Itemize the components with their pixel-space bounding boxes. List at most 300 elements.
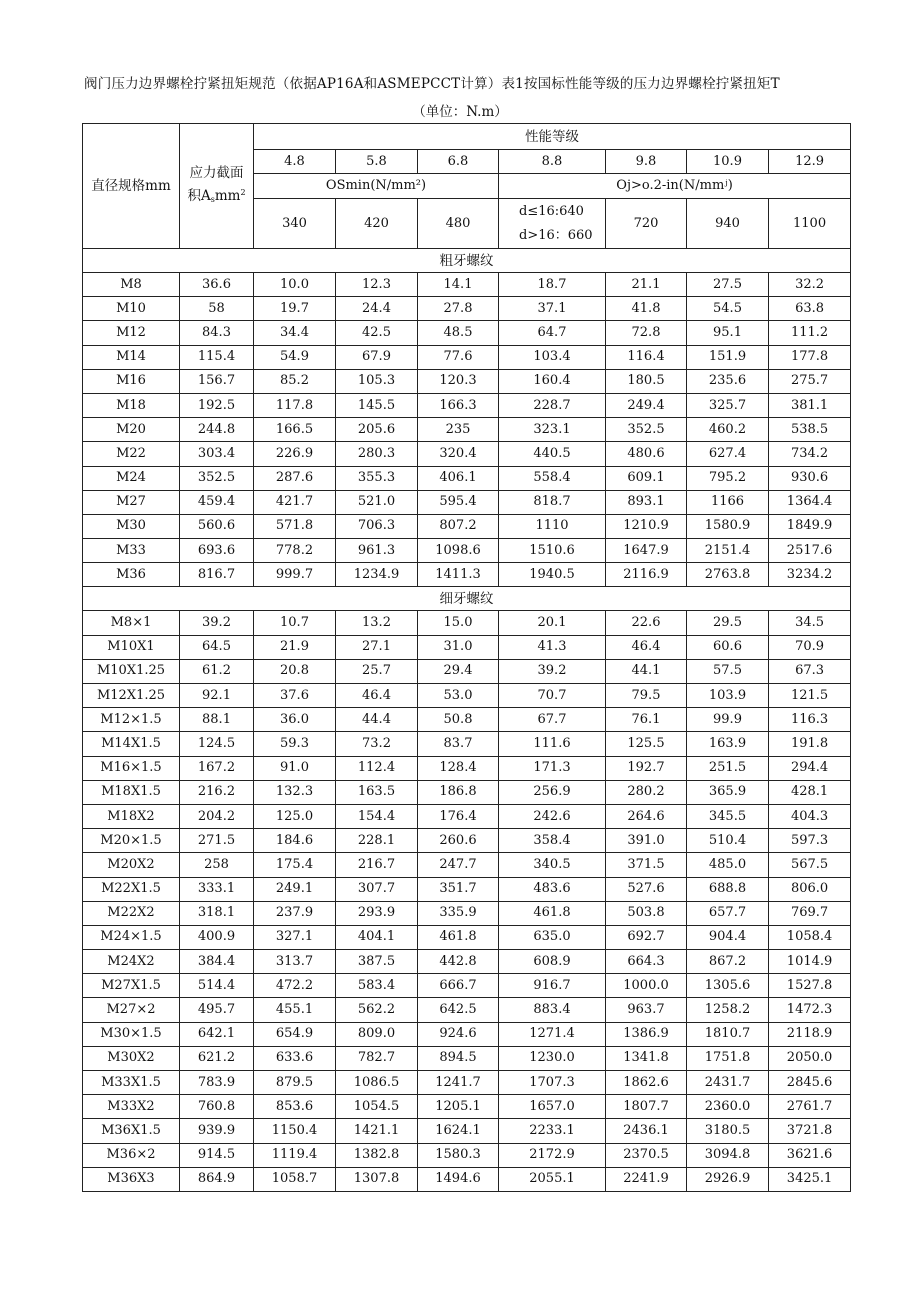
torque-cell: 352.5 [606,418,687,442]
torque-cell: 1234.9 [336,563,418,587]
torque-cell: 999.7 [254,563,336,587]
torque-cell: 151.9 [687,345,769,369]
area-cell: 36.6 [180,273,254,297]
torque-cell: 313.7 [254,950,336,974]
torque-cell: 1364.4 [769,490,851,514]
header-diameter: 直径规格mm [83,124,180,249]
table-row [83,1143,851,1167]
area-cell: 216.2 [180,780,254,804]
grade-cell: 9.8 [606,150,687,174]
area-cell: 124.5 [180,732,254,756]
table-row [83,514,851,538]
torque-cell: 894.5 [418,1046,499,1070]
grade-cell: 12.9 [769,150,851,174]
bolt-size-cell: M8 [83,273,180,297]
bolt-size-cell: M18X1.5 [83,780,180,804]
torque-cell: 260.6 [418,829,499,853]
strength-cell: 940 [687,199,769,249]
torque-cell: 112.4 [336,756,418,780]
header-performance: 性能等级 [254,124,851,150]
torque-cell: 176.4 [418,804,499,828]
torque-cell: 961.3 [336,539,418,563]
torque-cell: 692.7 [606,925,687,949]
torque-cell: 54.9 [254,345,336,369]
torque-cell: 782.7 [336,1046,418,1070]
torque-cell: 242.6 [499,804,606,828]
torque-cell: 807.2 [418,514,499,538]
area-cell: 92.1 [180,684,254,708]
torque-cell: 3621.6 [769,1143,851,1167]
torque-cell: 70.7 [499,684,606,708]
area-cell: 642.1 [180,1022,254,1046]
bolt-size-cell: M33X2 [83,1095,180,1119]
torque-cell: 853.6 [254,1095,336,1119]
torque-cell: 171.3 [499,756,606,780]
torque-cell: 57.5 [687,659,769,683]
torque-cell: 666.7 [418,974,499,998]
torque-cell: 125.0 [254,804,336,828]
torque-cell: 1150.4 [254,1119,336,1143]
torque-cell: 1810.7 [687,1022,769,1046]
area-cell: 192.5 [180,393,254,417]
torque-cell: 3721.8 [769,1119,851,1143]
torque-cell: 264.6 [606,804,687,828]
torque-cell: 67.9 [336,345,418,369]
torque-cell: 37.6 [254,684,336,708]
torque-cell: 177.8 [769,345,851,369]
torque-cell: 963.7 [606,998,687,1022]
torque-cell: 428.1 [769,780,851,804]
area-cell: 783.9 [180,1071,254,1095]
torque-cell: 1657.0 [499,1095,606,1119]
bolt-size-cell: M12 [83,321,180,345]
torque-cell: 111.2 [769,321,851,345]
bolt-size-cell: M30 [83,514,180,538]
torque-cell: 2050.0 [769,1046,851,1070]
torque-cell: 1647.9 [606,539,687,563]
header-area-sub: s [210,194,215,204]
torque-cell: 1862.6 [606,1071,687,1095]
torque-cell: 3094.8 [687,1143,769,1167]
torque-cell: 1580.9 [687,514,769,538]
grade-cell: 4.8 [254,150,336,174]
area-cell: 318.1 [180,901,254,925]
torque-cell: 2763.8 [687,563,769,587]
torque-cell: 595.4 [418,490,499,514]
bolt-size-cell: M8×1 [83,611,180,635]
torque-cell: 538.5 [769,418,851,442]
bolt-size-cell: M20 [83,418,180,442]
torque-cell: 503.8 [606,901,687,925]
table-row [83,442,851,466]
bolt-size-cell: M24X2 [83,950,180,974]
torque-cell: 1707.3 [499,1071,606,1095]
area-cell: 514.4 [180,974,254,998]
torque-cell: 103.9 [687,684,769,708]
bolt-size-cell: M16 [83,369,180,393]
table-row [83,345,851,369]
torque-cell: 46.4 [606,635,687,659]
torque-cell: 48.5 [418,321,499,345]
torque-cell: 893.1 [606,490,687,514]
torque-cell: 421.7 [254,490,336,514]
torque-cell: 27.5 [687,273,769,297]
area-cell: 333.1 [180,877,254,901]
torque-cell: 664.3 [606,950,687,974]
torque-cell: 657.7 [687,901,769,925]
area-cell: 115.4 [180,345,254,369]
section-row [83,249,851,273]
torque-cell: 633.6 [254,1046,336,1070]
table-row [83,1071,851,1095]
header-area-line1: 应力截面 [189,164,244,181]
area-cell: 258 [180,853,254,877]
torque-cell: 323.1 [499,418,606,442]
torque-cell: 25.7 [336,659,418,683]
bolt-size-cell: M33X1.5 [83,1071,180,1095]
bolt-size-cell: M12X1.25 [83,684,180,708]
stress-right-label: Oj>o.2-in(N/mmʲ) [499,174,851,199]
strength-cell: 1100 [769,199,851,249]
torque-cell: 1527.8 [769,974,851,998]
table-row [83,563,851,587]
torque-cell: 237.9 [254,901,336,925]
torque-cell: 20.8 [254,659,336,683]
torque-cell: 76.1 [606,708,687,732]
torque-cell: 39.2 [499,659,606,683]
torque-cell: 27.1 [336,635,418,659]
torque-cell: 924.6 [418,1022,499,1046]
torque-cell: 358.4 [499,829,606,853]
torque-cell: 527.6 [606,877,687,901]
torque-cell: 654.9 [254,1022,336,1046]
table-row [83,369,851,393]
torque-cell: 1258.2 [687,998,769,1022]
table-row [83,732,851,756]
torque-cell: 1411.3 [418,563,499,587]
torque-cell: 381.1 [769,393,851,417]
torque-cell: 406.1 [418,466,499,490]
table-row [83,1167,851,1191]
grade-cell: 5.8 [336,150,418,174]
torque-cell: 10.7 [254,611,336,635]
area-cell: 39.2 [180,611,254,635]
bolt-size-cell: M27 [83,490,180,514]
torque-cell: 1510.6 [499,539,606,563]
torque-cell: 391.0 [606,829,687,853]
torque-cell: 85.2 [254,369,336,393]
torque-cell: 32.2 [769,273,851,297]
torque-cell: 132.3 [254,780,336,804]
torque-cell: 67.7 [499,708,606,732]
strength-cell: 720 [606,199,687,249]
torque-cell: 15.0 [418,611,499,635]
torque-cell: 2517.6 [769,539,851,563]
torque-cell: 642.5 [418,998,499,1022]
table-row [83,297,851,321]
torque-cell: 2360.0 [687,1095,769,1119]
torque-cell: 1807.7 [606,1095,687,1119]
section-label: 粗牙螺纹 [83,249,851,273]
torque-cell: 1472.3 [769,998,851,1022]
torque-cell: 2118.9 [769,1022,851,1046]
section-label: 细牙螺纹 [83,587,851,611]
area-cell: 939.9 [180,1119,254,1143]
torque-cell: 1580.3 [418,1143,499,1167]
torque-cell: 706.3 [336,514,418,538]
bolt-size-cell: M33 [83,539,180,563]
area-cell: 64.5 [180,635,254,659]
torque-cell: 769.7 [769,901,851,925]
torque-cell: 404.1 [336,925,418,949]
torque-cell: 116.4 [606,345,687,369]
table-row [83,1095,851,1119]
torque-cell: 73.2 [336,732,418,756]
bolt-size-cell: M27×2 [83,998,180,1022]
torque-cell: 571.8 [254,514,336,538]
torque-cell: 1341.8 [606,1046,687,1070]
torque-cell: 54.5 [687,297,769,321]
header-area [180,124,254,249]
torque-cell: 191.8 [769,732,851,756]
torque-cell: 67.3 [769,659,851,683]
torque-cell: 1382.8 [336,1143,418,1167]
torque-cell: 2116.9 [606,563,687,587]
torque-cell: 1624.1 [418,1119,499,1143]
table-row [83,950,851,974]
torque-cell: 1098.6 [418,539,499,563]
torque-cell: 567.5 [769,853,851,877]
torque-cell: 83.7 [418,732,499,756]
torque-cell: 1751.8 [687,1046,769,1070]
stress-left-label: OSmin(N/mm²) [254,174,499,199]
torque-cell: 818.7 [499,490,606,514]
torque-cell: 275.7 [769,369,851,393]
torque-cell: 60.6 [687,635,769,659]
bolt-size-cell: M36X1.5 [83,1119,180,1143]
torque-cell: 2370.5 [606,1143,687,1167]
torque-cell: 2845.6 [769,1071,851,1095]
torque-cell: 461.8 [418,925,499,949]
torque-cell: 809.0 [336,1022,418,1046]
torque-cell: 64.7 [499,321,606,345]
torque-cell: 883.4 [499,998,606,1022]
torque-cell: 145.5 [336,393,418,417]
torque-cell: 160.4 [499,369,606,393]
torque-cell: 116.3 [769,708,851,732]
torque-cell: 2436.1 [606,1119,687,1143]
area-cell: 167.2 [180,756,254,780]
table-row [83,684,851,708]
torque-cell: 1205.1 [418,1095,499,1119]
torque-table [82,123,851,1192]
torque-cell: 21.9 [254,635,336,659]
table-row [83,1022,851,1046]
torque-cell: 442.8 [418,950,499,974]
torque-cell: 806.0 [769,877,851,901]
torque-cell: 228.7 [499,393,606,417]
torque-cell: 1940.5 [499,563,606,587]
torque-cell: 1110 [499,514,606,538]
table-row [83,853,851,877]
torque-cell: 31.0 [418,635,499,659]
torque-cell: 404.3 [769,804,851,828]
torque-cell: 1305.6 [687,974,769,998]
torque-cell: 18.7 [499,273,606,297]
torque-cell: 117.8 [254,393,336,417]
torque-cell: 351.7 [418,877,499,901]
table-row [83,393,851,417]
area-cell: 400.9 [180,925,254,949]
torque-cell: 340.5 [499,853,606,877]
torque-cell: 795.2 [687,466,769,490]
torque-cell: 879.5 [254,1071,336,1095]
torque-cell: 72.8 [606,321,687,345]
torque-cell: 280.3 [336,442,418,466]
table-row [83,1046,851,1070]
bolt-size-cell: M36 [83,563,180,587]
bolt-size-cell: M14X1.5 [83,732,180,756]
torque-cell: 99.9 [687,708,769,732]
torque-cell: 293.9 [336,901,418,925]
torque-cell: 327.1 [254,925,336,949]
bolt-size-cell: M18X2 [83,804,180,828]
bolt-size-cell: M22X2 [83,901,180,925]
torque-cell: 1054.5 [336,1095,418,1119]
torque-cell: 778.2 [254,539,336,563]
bolt-size-cell: M30X2 [83,1046,180,1070]
torque-cell: 22.6 [606,611,687,635]
torque-cell: 166.5 [254,418,336,442]
bolt-size-cell: M20×1.5 [83,829,180,853]
torque-cell: 44.4 [336,708,418,732]
torque-cell: 734.2 [769,442,851,466]
bolt-size-cell: M20X2 [83,853,180,877]
table-row [83,273,851,297]
area-cell: 88.1 [180,708,254,732]
torque-cell: 2151.4 [687,539,769,563]
torque-cell: 91.0 [254,756,336,780]
bolt-size-cell: M24×1.5 [83,925,180,949]
area-cell: 61.2 [180,659,254,683]
torque-cell: 2761.7 [769,1095,851,1119]
bolt-size-cell: M36×2 [83,1143,180,1167]
torque-cell: 365.9 [687,780,769,804]
area-cell: 693.6 [180,539,254,563]
torque-cell: 1386.9 [606,1022,687,1046]
torque-cell: 294.4 [769,756,851,780]
torque-cell: 37.1 [499,297,606,321]
torque-cell: 3180.5 [687,1119,769,1143]
area-cell: 560.6 [180,514,254,538]
table-row [83,708,851,732]
torque-cell: 1210.9 [606,514,687,538]
torque-cell: 44.1 [606,659,687,683]
torque-cell: 597.3 [769,829,851,853]
bolt-size-cell: M10X1 [83,635,180,659]
torque-cell: 2241.9 [606,1167,687,1191]
torque-cell: 472.2 [254,974,336,998]
table-row [83,539,851,563]
table-row [83,829,851,853]
torque-cell: 2233.1 [499,1119,606,1143]
torque-cell: 226.9 [254,442,336,466]
torque-cell: 1230.0 [499,1046,606,1070]
torque-cell: 1241.7 [418,1071,499,1095]
area-cell: 459.4 [180,490,254,514]
torque-cell: 3425.1 [769,1167,851,1191]
torque-cell: 335.9 [418,901,499,925]
torque-cell: 24.4 [336,297,418,321]
torque-cell: 249.1 [254,877,336,901]
torque-cell: 280.2 [606,780,687,804]
torque-cell: 1421.1 [336,1119,418,1143]
header-area-sup: 2 [240,187,246,197]
strength-cell: 420 [336,199,418,249]
area-cell: 352.5 [180,466,254,490]
torque-cell: 41.8 [606,297,687,321]
table-row [83,466,851,490]
torque-cell: 307.7 [336,877,418,901]
torque-cell: 2055.1 [499,1167,606,1191]
torque-cell: 2431.7 [687,1071,769,1095]
area-cell: 384.4 [180,950,254,974]
torque-cell: 27.8 [418,297,499,321]
torque-cell: 1271.4 [499,1022,606,1046]
table-row [83,804,851,828]
torque-cell: 1849.9 [769,514,851,538]
torque-cell: 1000.0 [606,974,687,998]
torque-cell: 21.1 [606,273,687,297]
area-cell: 58 [180,297,254,321]
torque-cell: 521.0 [336,490,418,514]
torque-cell: 387.5 [336,950,418,974]
torque-cell: 228.1 [336,829,418,853]
torque-cell: 455.1 [254,998,336,1022]
torque-cell: 154.4 [336,804,418,828]
torque-cell: 34.5 [769,611,851,635]
torque-cell: 105.3 [336,369,418,393]
torque-cell: 483.6 [499,877,606,901]
strength-cell: 480 [418,199,499,249]
header-area-prefix: 积A [187,187,211,204]
torque-cell: 42.5 [336,321,418,345]
torque-cell: 70.9 [769,635,851,659]
torque-cell: 916.7 [499,974,606,998]
area-cell: 495.7 [180,998,254,1022]
torque-cell: 163.9 [687,732,769,756]
torque-cell: 46.4 [336,684,418,708]
bolt-size-cell: M16×1.5 [83,756,180,780]
torque-cell: 63.8 [769,297,851,321]
bolt-size-cell: M10 [83,297,180,321]
table-row [83,877,851,901]
table-row [83,418,851,442]
header-area-line2 [180,183,253,210]
area-cell: 204.2 [180,804,254,828]
table-row [83,635,851,659]
torque-cell: 3234.2 [769,563,851,587]
grade-cell: 10.9 [687,150,769,174]
torque-cell: 485.0 [687,853,769,877]
table-row [83,780,851,804]
torque-cell: 59.3 [254,732,336,756]
torque-cell: 175.4 [254,853,336,877]
bolt-size-cell: M27X1.5 [83,974,180,998]
torque-cell: 128.4 [418,756,499,780]
bolt-size-cell: M24 [83,466,180,490]
torque-cell: 235 [418,418,499,442]
